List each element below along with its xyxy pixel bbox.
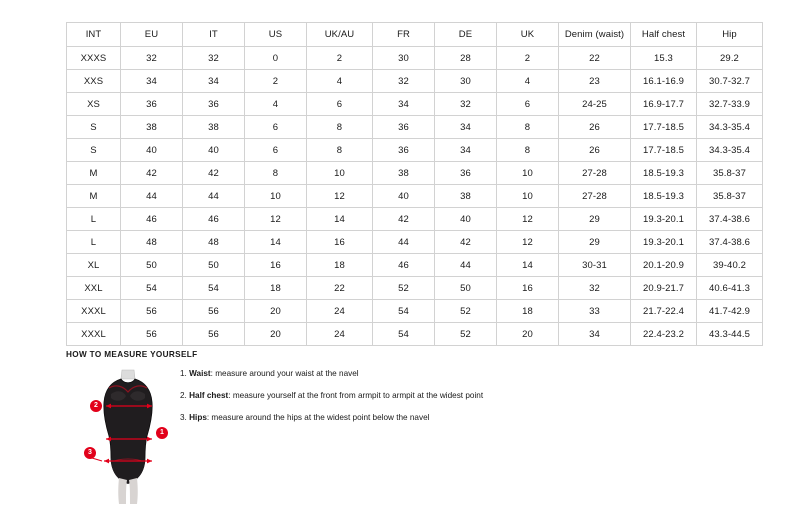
cell-uk-au: 10 (307, 162, 373, 185)
cell-de: 34 (435, 139, 497, 162)
table-row (67, 185, 763, 208)
cell-denim-waist: 29 (559, 208, 631, 231)
cell-hip: 39-40.2 (697, 254, 763, 277)
cell-eu: 44 (121, 185, 183, 208)
cell-hip: 34.3-35.4 (697, 139, 763, 162)
cell-hip: 35.8-37 (697, 162, 763, 185)
cell-it: 34 (183, 70, 245, 93)
cell-hip: 37.4-38.6 (697, 231, 763, 254)
measure-label-hips: Hips (189, 413, 207, 422)
cell-uk: 2 (497, 47, 559, 70)
cell-uk: 18 (497, 300, 559, 323)
cell-eu: 32 (121, 47, 183, 70)
cell-hip: 30.7-32.7 (697, 70, 763, 93)
cell-fr: 36 (373, 139, 435, 162)
column-header-de: DE (435, 23, 497, 47)
measure-badge-3: 3 (84, 447, 96, 459)
cell-hip: 35.8-37 (697, 185, 763, 208)
cell-uk: 16 (497, 277, 559, 300)
cell-hip: 34.3-35.4 (697, 116, 763, 139)
column-header-uk-au: UK/AU (307, 23, 373, 47)
cell-eu: 38 (121, 116, 183, 139)
cell-fr: 44 (373, 231, 435, 254)
cell-eu: 50 (121, 254, 183, 277)
cell-us: 20 (245, 323, 307, 346)
cell-int: XS (67, 93, 121, 116)
cell-denim-waist: 26 (559, 139, 631, 162)
cell-uk-au: 22 (307, 277, 373, 300)
cell-it: 54 (183, 277, 245, 300)
measure-label-half-chest: Half chest (189, 391, 229, 400)
cell-uk-au: 18 (307, 254, 373, 277)
size-conversion-table-container (66, 22, 751, 346)
measure-text-hips: : measure around the hips at the widest point below the navel (206, 413, 430, 422)
cell-de: 30 (435, 70, 497, 93)
column-header-hip: Hip (697, 23, 763, 47)
cell-it: 32 (183, 47, 245, 70)
measure-text-waist: : measure around your waist at the navel (210, 369, 359, 378)
measure-label-waist: Waist (189, 369, 211, 378)
cell-us: 0 (245, 47, 307, 70)
cell-half-chest: 17.7-18.5 (631, 116, 697, 139)
cell-it: 48 (183, 231, 245, 254)
cell-denim-waist: 27-28 (559, 185, 631, 208)
how-to-measure-title: HOW TO MEASURE YOURSELF (66, 350, 198, 359)
table-row (67, 254, 763, 277)
cell-half-chest: 20.9-21.7 (631, 277, 697, 300)
cell-half-chest: 16.1-16.9 (631, 70, 697, 93)
cell-us: 4 (245, 93, 307, 116)
cell-denim-waist: 27-28 (559, 162, 631, 185)
measure-instruction-waist (180, 368, 580, 379)
cell-uk: 8 (497, 139, 559, 162)
cell-eu: 56 (121, 300, 183, 323)
cell-fr: 32 (373, 70, 435, 93)
table-header-row (67, 23, 763, 47)
cell-int: S (67, 139, 121, 162)
measure-instructions-list (180, 368, 580, 434)
cell-hip: 32.7-33.9 (697, 93, 763, 116)
cell-uk-au: 4 (307, 70, 373, 93)
cell-uk-au: 24 (307, 300, 373, 323)
cell-us: 8 (245, 162, 307, 185)
cell-hip: 43.3-44.5 (697, 323, 763, 346)
cell-int: XL (67, 254, 121, 277)
table-row (67, 300, 763, 323)
body-measurement-illustration (78, 366, 178, 506)
cell-uk-au: 2 (307, 47, 373, 70)
cell-half-chest: 21.7-22.4 (631, 300, 697, 323)
cell-denim-waist: 24-25 (559, 93, 631, 116)
cell-uk-au: 16 (307, 231, 373, 254)
cell-uk: 8 (497, 116, 559, 139)
cell-uk: 10 (497, 185, 559, 208)
cell-int: M (67, 162, 121, 185)
table-row (67, 208, 763, 231)
cell-it: 50 (183, 254, 245, 277)
table-row (67, 277, 763, 300)
cell-uk-au: 24 (307, 323, 373, 346)
cell-de: 36 (435, 162, 497, 185)
cell-fr: 46 (373, 254, 435, 277)
cell-de: 50 (435, 277, 497, 300)
measure-badge-1: 1 (156, 427, 168, 439)
table-header (67, 23, 763, 47)
cell-de: 28 (435, 47, 497, 70)
cell-denim-waist: 29 (559, 231, 631, 254)
cell-int: XXXS (67, 47, 121, 70)
measure-text-half-chest: : measure yourself at the front from armpit to armpit at the widest point (228, 391, 484, 400)
cell-int: XXXL (67, 323, 121, 346)
cell-hip: 29.2 (697, 47, 763, 70)
cell-it: 42 (183, 162, 245, 185)
measure-number-2: 2. (180, 391, 187, 400)
cell-de: 40 (435, 208, 497, 231)
cell-hip: 41.7-42.9 (697, 300, 763, 323)
cell-denim-waist: 32 (559, 277, 631, 300)
cell-fr: 42 (373, 208, 435, 231)
measure-number-1: 1. (180, 369, 187, 378)
cell-de: 32 (435, 93, 497, 116)
column-header-eu: EU (121, 23, 183, 47)
column-header-it: IT (183, 23, 245, 47)
cell-fr: 34 (373, 93, 435, 116)
cell-half-chest: 18.5-19.3 (631, 162, 697, 185)
table-row (67, 231, 763, 254)
cell-eu: 42 (121, 162, 183, 185)
column-header-half-chest: Half chest (631, 23, 697, 47)
cell-it: 36 (183, 93, 245, 116)
cell-it: 40 (183, 139, 245, 162)
cell-denim-waist: 30-31 (559, 254, 631, 277)
cell-fr: 54 (373, 300, 435, 323)
cell-de: 44 (435, 254, 497, 277)
cell-us: 16 (245, 254, 307, 277)
cell-denim-waist: 23 (559, 70, 631, 93)
measure-number-3: 3. (180, 413, 187, 422)
cell-us: 20 (245, 300, 307, 323)
cell-half-chest: 19.3-20.1 (631, 231, 697, 254)
cell-us: 18 (245, 277, 307, 300)
table-row (67, 139, 763, 162)
cell-fr: 36 (373, 116, 435, 139)
table-row (67, 93, 763, 116)
cell-uk-au: 6 (307, 93, 373, 116)
cell-us: 6 (245, 116, 307, 139)
cell-int: XXS (67, 70, 121, 93)
cell-uk-au: 8 (307, 116, 373, 139)
size-conversion-table (66, 22, 763, 346)
cell-int: L (67, 231, 121, 254)
measure-instruction-half-chest (180, 390, 580, 401)
cell-eu: 48 (121, 231, 183, 254)
measure-badge-2: 2 (90, 400, 102, 412)
cell-uk: 12 (497, 208, 559, 231)
cell-hip: 37.4-38.6 (697, 208, 763, 231)
table-row (67, 70, 763, 93)
cell-us: 12 (245, 208, 307, 231)
cell-half-chest: 16.9-17.7 (631, 93, 697, 116)
cell-eu: 34 (121, 70, 183, 93)
cell-it: 38 (183, 116, 245, 139)
cell-us: 2 (245, 70, 307, 93)
cell-fr: 30 (373, 47, 435, 70)
cell-half-chest: 18.5-19.3 (631, 185, 697, 208)
column-header-us: US (245, 23, 307, 47)
cell-it: 56 (183, 323, 245, 346)
cell-uk: 6 (497, 93, 559, 116)
cell-uk-au: 8 (307, 139, 373, 162)
column-header-fr: FR (373, 23, 435, 47)
cell-denim-waist: 33 (559, 300, 631, 323)
cell-int: XXXL (67, 300, 121, 323)
cell-int: S (67, 116, 121, 139)
cell-half-chest: 20.1-20.9 (631, 254, 697, 277)
cell-it: 44 (183, 185, 245, 208)
cell-uk: 4 (497, 70, 559, 93)
table-body (67, 47, 763, 346)
column-header-denim-waist: Denim (waist) (559, 23, 631, 47)
cell-it: 56 (183, 300, 245, 323)
cell-de: 52 (435, 300, 497, 323)
cell-denim-waist: 26 (559, 116, 631, 139)
cell-us: 14 (245, 231, 307, 254)
column-header-uk: UK (497, 23, 559, 47)
cell-uk-au: 12 (307, 185, 373, 208)
cell-half-chest: 19.3-20.1 (631, 208, 697, 231)
table-row (67, 116, 763, 139)
cell-de: 52 (435, 323, 497, 346)
cell-fr: 40 (373, 185, 435, 208)
cell-uk: 14 (497, 254, 559, 277)
cell-eu: 56 (121, 323, 183, 346)
cell-us: 6 (245, 139, 307, 162)
table-row (67, 162, 763, 185)
cell-uk: 12 (497, 231, 559, 254)
cell-half-chest: 15.3 (631, 47, 697, 70)
cell-hip: 40.6-41.3 (697, 277, 763, 300)
cell-fr: 52 (373, 277, 435, 300)
cell-int: XXL (67, 277, 121, 300)
cell-eu: 40 (121, 139, 183, 162)
cell-half-chest: 22.4-23.2 (631, 323, 697, 346)
cell-half-chest: 17.7-18.5 (631, 139, 697, 162)
cell-eu: 54 (121, 277, 183, 300)
cell-fr: 54 (373, 323, 435, 346)
cell-int: L (67, 208, 121, 231)
cell-denim-waist: 34 (559, 323, 631, 346)
cell-uk-au: 14 (307, 208, 373, 231)
column-header-int: INT (67, 23, 121, 47)
cell-it: 46 (183, 208, 245, 231)
cell-de: 34 (435, 116, 497, 139)
table-row (67, 47, 763, 70)
cell-eu: 46 (121, 208, 183, 231)
cell-fr: 38 (373, 162, 435, 185)
cell-denim-waist: 22 (559, 47, 631, 70)
cell-uk: 10 (497, 162, 559, 185)
cell-de: 42 (435, 231, 497, 254)
cell-int: M (67, 185, 121, 208)
measure-instruction-hips (180, 412, 580, 423)
table-row (67, 323, 763, 346)
cell-eu: 36 (121, 93, 183, 116)
cell-us: 10 (245, 185, 307, 208)
cell-uk: 20 (497, 323, 559, 346)
cell-de: 38 (435, 185, 497, 208)
